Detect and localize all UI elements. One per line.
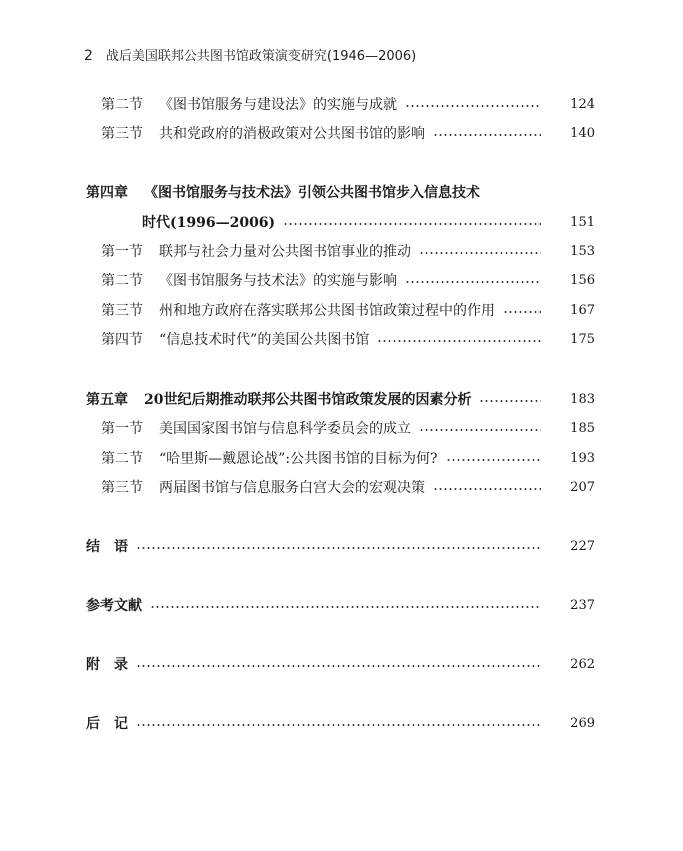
section-number: 第三节 bbox=[101, 480, 143, 496]
dot-leader bbox=[419, 429, 541, 431]
toc-entry[interactable] bbox=[0, 418, 683, 438]
entry-page: 156 bbox=[570, 272, 595, 288]
chapter-number: 第五章 bbox=[86, 392, 128, 408]
entry-title: 共和党政府的消极政策对公共图书馆的影响 bbox=[159, 126, 425, 142]
entry-title: 州和地方政府在落实联邦公共图书馆政策过程中的作用 bbox=[159, 303, 495, 319]
entry-page: 124 bbox=[570, 96, 595, 112]
section-number: 第二节 bbox=[101, 273, 143, 289]
dot-leader bbox=[136, 547, 541, 549]
entry-title: “信息技术时代”的美国公共图书馆 bbox=[159, 332, 370, 348]
toc-postscript[interactable] bbox=[0, 713, 683, 733]
chapter-title: 《图书馆服务与技术法》引领公共图书馆步入信息技术 bbox=[144, 185, 480, 201]
entry-page: 237 bbox=[570, 597, 595, 613]
page-number: 2 bbox=[84, 48, 93, 64]
book-title: 战后美国联邦公共图书馆政策演变研究(1946—2006) bbox=[105, 49, 417, 64]
section-number: 第二节 bbox=[101, 97, 143, 113]
chapter-number: 第四章 bbox=[86, 185, 128, 201]
chapter-title: 20世纪后期推动联邦公共图书馆政策发展的因素分析 bbox=[144, 392, 472, 408]
dot-leader bbox=[136, 665, 541, 667]
dot-leader bbox=[446, 459, 541, 461]
running-header bbox=[84, 45, 416, 64]
dot-leader bbox=[503, 311, 541, 313]
entry-page: 207 bbox=[570, 479, 595, 495]
section-number: 第二节 bbox=[101, 451, 143, 467]
section-number: 第三节 bbox=[101, 303, 143, 319]
entry-page: 140 bbox=[570, 125, 595, 141]
toc-entry[interactable] bbox=[0, 241, 683, 261]
entry-page: 153 bbox=[570, 243, 595, 259]
toc-conclusion[interactable] bbox=[0, 536, 683, 556]
toc-entry[interactable] bbox=[0, 300, 683, 320]
entry-title: “哈里斯—戴恩论战”:公共图书馆的目标为何? bbox=[159, 451, 438, 467]
section-number: 第一节 bbox=[101, 421, 143, 437]
entry-page: 185 bbox=[570, 420, 595, 436]
toc-entry[interactable] bbox=[0, 270, 683, 290]
entry-title: 联邦与社会力量对公共图书馆事业的推动 bbox=[159, 244, 411, 260]
entry-title: 结 语 bbox=[86, 539, 128, 555]
entry-title: 附 录 bbox=[86, 657, 128, 673]
toc-chapter-continued[interactable] bbox=[0, 212, 683, 232]
dot-leader bbox=[377, 340, 541, 342]
entry-page: 167 bbox=[570, 302, 595, 318]
entry-title: 《图书馆服务与建设法》的实施与成就 bbox=[159, 97, 397, 113]
entry-page: 151 bbox=[570, 214, 595, 230]
chapter-title-continued: 时代(1996—2006) bbox=[142, 215, 276, 231]
toc-entry[interactable] bbox=[0, 448, 683, 468]
toc-references[interactable] bbox=[0, 595, 683, 615]
dot-leader bbox=[136, 724, 541, 726]
entry-title: 参考文献 bbox=[86, 598, 142, 614]
entry-page: 193 bbox=[570, 450, 595, 466]
dot-leader bbox=[433, 134, 541, 136]
entry-title: 后 记 bbox=[86, 716, 128, 732]
dot-leader bbox=[405, 281, 541, 283]
entry-page: 227 bbox=[570, 538, 595, 554]
entry-page: 262 bbox=[570, 656, 595, 672]
dot-leader bbox=[433, 488, 541, 490]
entry-title: 美国国家图书馆与信息科学委员会的成立 bbox=[159, 421, 411, 437]
dot-leader bbox=[405, 105, 541, 107]
toc-chapter[interactable] bbox=[0, 389, 683, 409]
section-number: 第一节 bbox=[101, 244, 143, 260]
toc-appendix[interactable] bbox=[0, 654, 683, 674]
toc-entry[interactable] bbox=[0, 477, 683, 497]
dot-leader bbox=[419, 252, 541, 254]
toc-entry[interactable] bbox=[0, 123, 683, 143]
toc-entry[interactable] bbox=[0, 329, 683, 349]
entry-page: 183 bbox=[570, 391, 595, 407]
dot-leader bbox=[479, 400, 541, 402]
section-number: 第三节 bbox=[101, 126, 143, 142]
entry-title: 《图书馆服务与技术法》的实施与影响 bbox=[159, 273, 397, 289]
dot-leader bbox=[150, 606, 541, 608]
section-number: 第四节 bbox=[101, 332, 143, 348]
toc-chapter[interactable] bbox=[0, 182, 683, 202]
toc-entry[interactable] bbox=[0, 94, 683, 114]
entry-page: 175 bbox=[570, 331, 595, 347]
dot-leader bbox=[283, 223, 541, 225]
entry-title: 两届图书馆与信息服务白宫大会的宏观决策 bbox=[159, 480, 425, 496]
entry-page: 269 bbox=[570, 715, 595, 731]
